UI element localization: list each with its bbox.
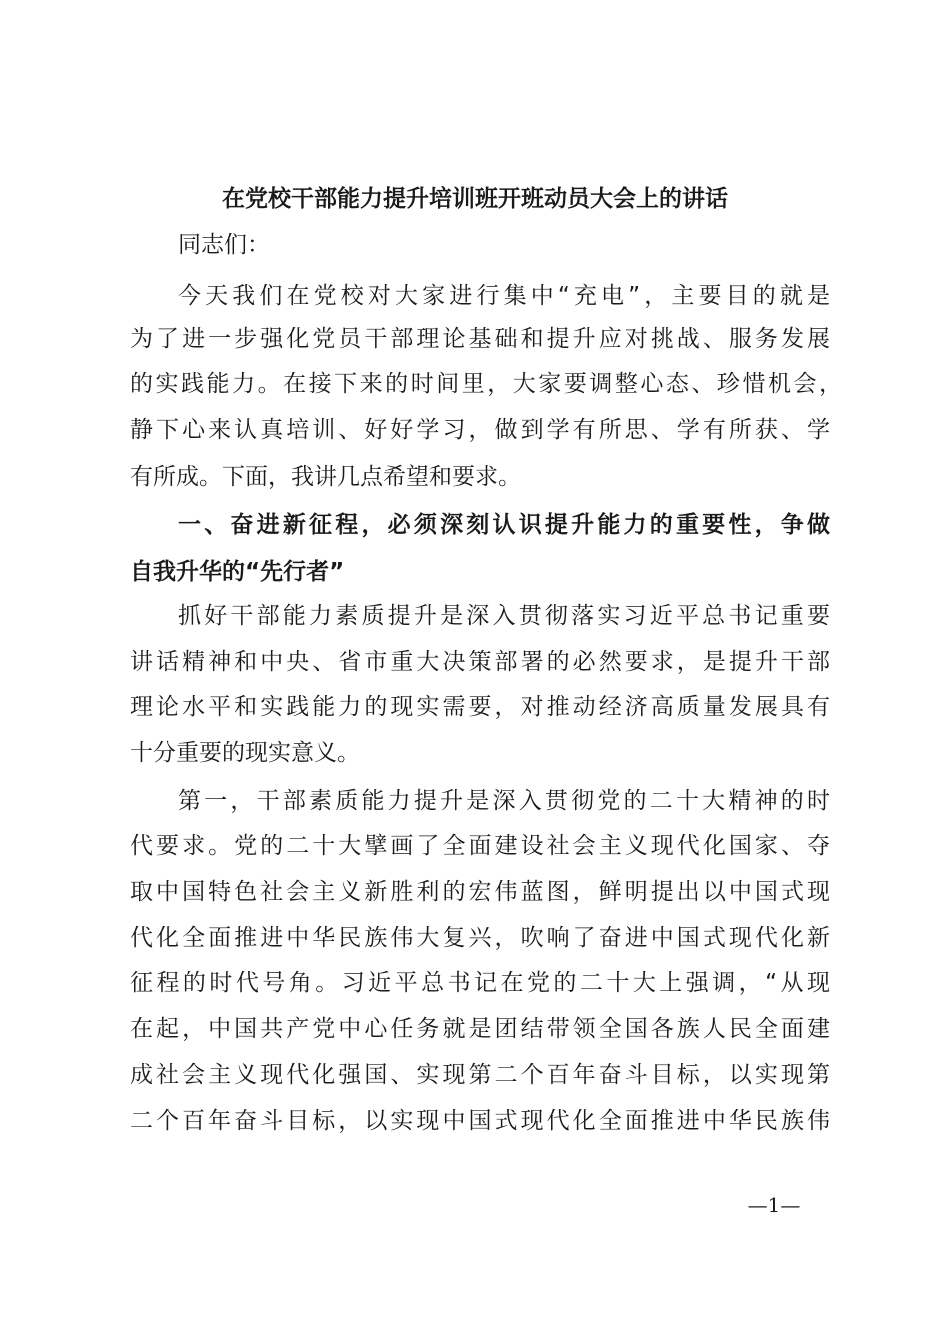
- paragraph-line: 二个百年奋斗目标，以实现中国式现代化全面推进中华民族伟: [130, 1108, 830, 1134]
- page-number: —1—: [747, 1193, 801, 1217]
- paragraph-line: 十分重要的现实意义。: [130, 740, 360, 766]
- intro-line: 有所成。下面，我讲几点希望和要求。: [130, 464, 521, 490]
- greeting: 同志们：: [178, 232, 270, 258]
- paragraph-line: 讲话精神和中央、省市重大决策部署的必然要求，是提升干部: [130, 649, 830, 675]
- paragraph-line: 理论水平和实践能力的现实需要，对推动经济高质量发展具有: [130, 694, 830, 720]
- section-heading-line: 自我升华的“先行者”: [130, 559, 345, 585]
- intro-line: 静下心来认真培训、好好学习，做到学有所思、学有所获、学: [130, 417, 830, 443]
- paragraph-line: 成社会主义现代化强国、实现第二个百年奋斗目标，以实现第: [130, 1062, 830, 1088]
- paragraph-line: 代要求。党的二十大擘画了全面建设社会主义现代化国家、夺: [130, 833, 830, 859]
- paragraph-line: 取中国特色社会主义新胜利的宏伟蓝图，鲜明提出以中国式现: [130, 879, 830, 905]
- paragraph-line: 在起，中国共产党中心任务就是团结带领全国各族人民全面建: [130, 1016, 830, 1042]
- paragraph-line: 代化全面推进中华民族伟大复兴，吹响了奋进中国式现代化新: [130, 925, 830, 951]
- intro-line: 今天我们在党校对大家进行集中“充电”，主要目的就是: [178, 283, 830, 309]
- intro-line: 的实践能力。在接下来的时间里，大家要调整心态、珍惜机会，: [130, 371, 842, 397]
- paragraph-line: 征程的时代号角。习近平总书记在党的二十大上强调，“从现: [130, 970, 830, 996]
- paragraph-line: 抓好干部能力素质提升是深入贯彻落实习近平总书记重要: [178, 603, 830, 629]
- section-heading-line: 一、奋进新征程，必须深刻认识提升能力的重要性，争做: [178, 512, 830, 538]
- intro-line: 为了进一步强化党员干部理论基础和提升应对挑战、服务发展: [130, 326, 830, 352]
- document-title: 在党校干部能力提升培训班开班动员大会上的讲话: [222, 185, 728, 212]
- paragraph-line: 第一，干部素质能力提升是深入贯彻党的二十大精神的时: [178, 788, 830, 814]
